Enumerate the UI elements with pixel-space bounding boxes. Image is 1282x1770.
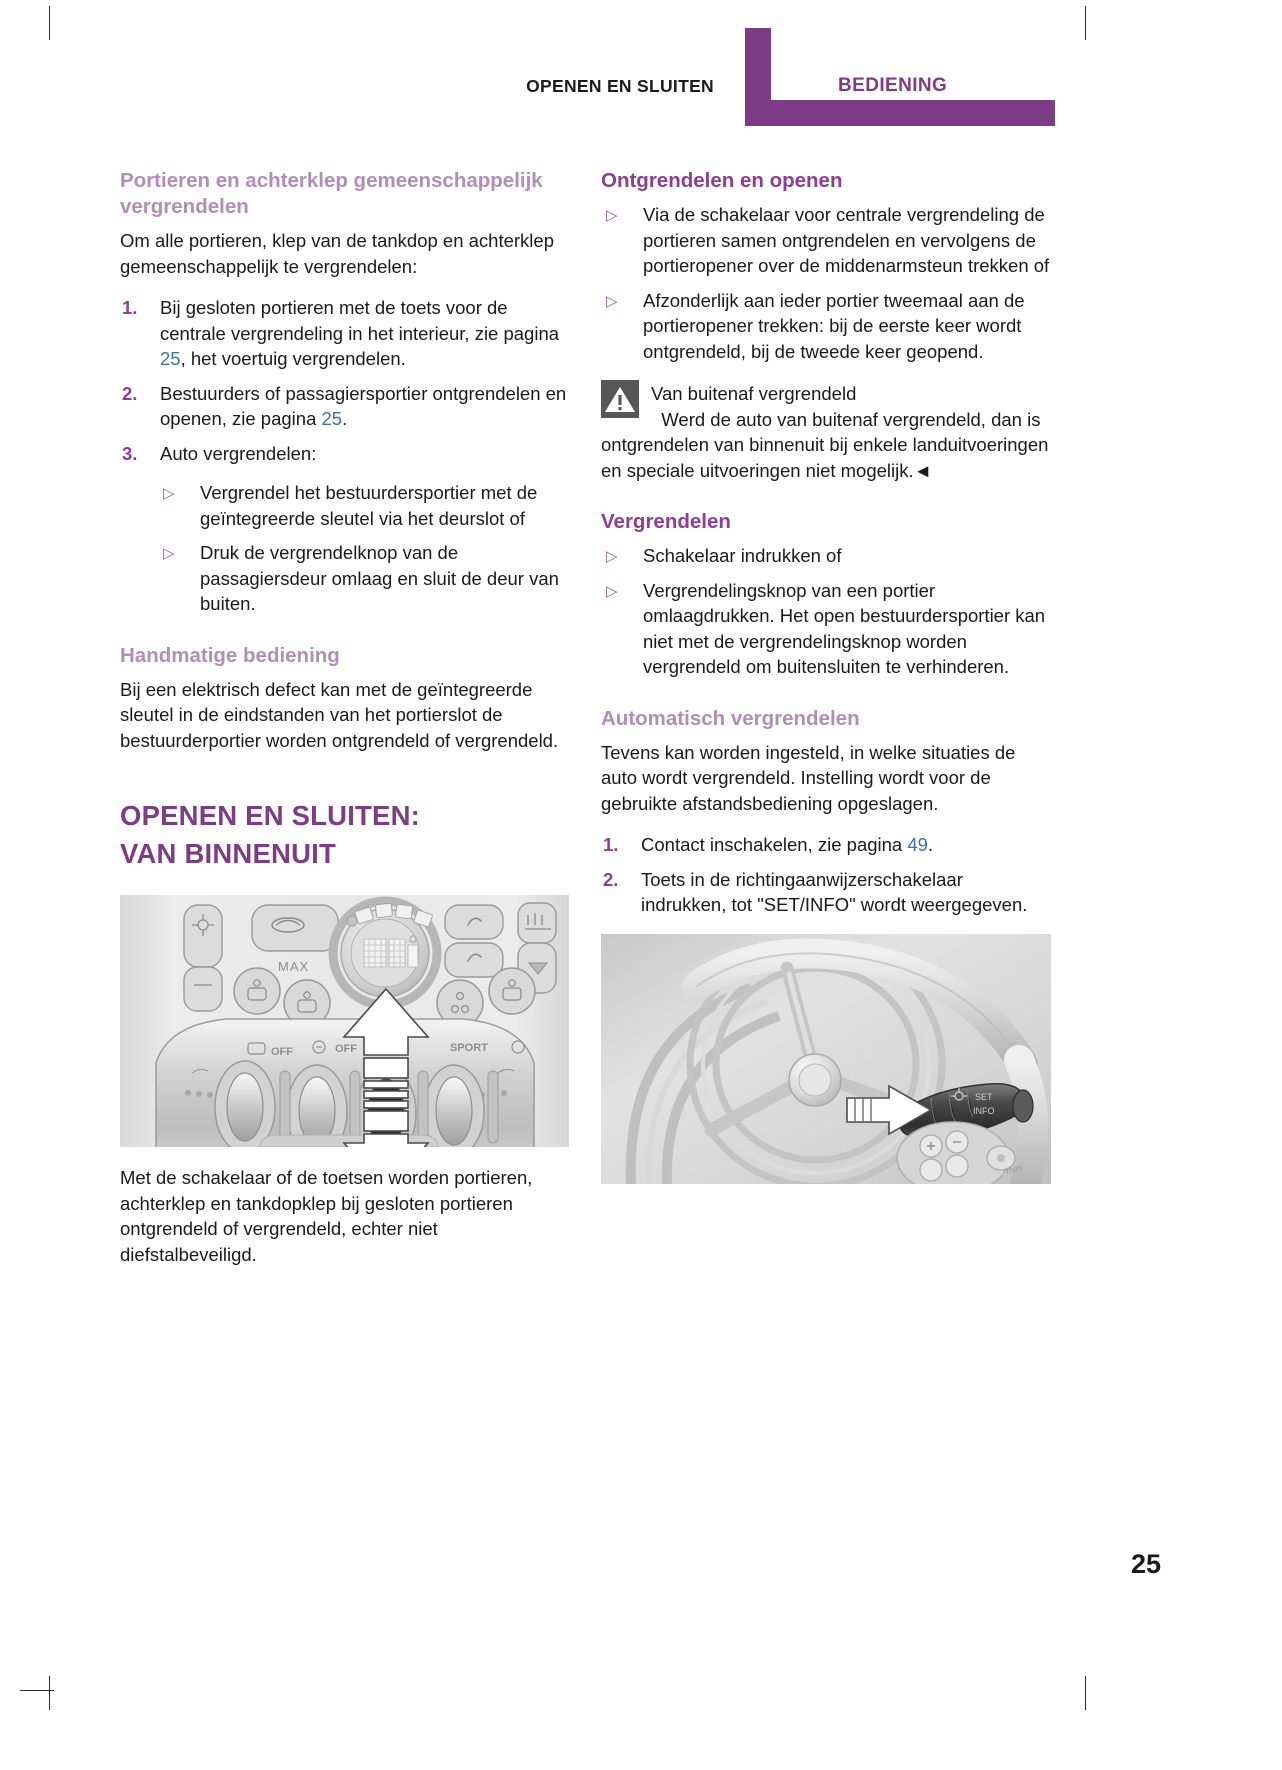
- heading-handmatige-bediening: Handmatige bediening: [120, 643, 340, 667]
- step-text: Auto vergrendelen:: [160, 442, 317, 464]
- svg-text:INFO: INFO: [973, 1105, 995, 1116]
- crop-mark-left-edge: [20, 1690, 54, 1691]
- svg-text:mini: mini: [1005, 1161, 1024, 1176]
- heading-ontgrendelen-openen: Ontgrendelen en openen: [601, 169, 843, 192]
- svg-text:OFF: OFF: [271, 1046, 293, 1058]
- ontgrendelen-bullet-list: [601, 202, 1053, 364]
- locking-steps-list: [120, 295, 572, 466]
- list-item: [601, 543, 1053, 569]
- warning-block: [601, 378, 1053, 483]
- list-item: [158, 480, 572, 531]
- list-marker: 3.: [122, 442, 138, 464]
- automatisch-vergrendelen-paragraph: Tevens kan worden ingesteld, in welke situaties de auto wordt vergrendeld. Instelling wordt voor de gebruikte afstandsbediening opgeslagen.: [601, 741, 1016, 814]
- triangle-bullet-icon: ▷: [163, 545, 175, 562]
- page-number: 25: [1130, 1549, 1161, 1579]
- list-item: [120, 441, 572, 467]
- figure-1-caption: Met de schakelaar of de toetsen worden portieren, achterklep en tankdopklep bij gesloten portieren ontgrendeld of vergrendeld, echter niet diefstalbeveiligd.: [120, 1167, 533, 1265]
- warning-end-marker: ◄: [913, 459, 932, 481]
- svg-text:SET: SET: [975, 1091, 993, 1102]
- intro-paragraph: Om alle portieren, klep van de tankdop en achterklep gemeenschappelijk te vergrendelen:: [120, 230, 554, 277]
- steering-wheel-illustration: [601, 934, 1051, 1184]
- triangle-bullet-icon: ▷: [163, 485, 175, 502]
- svg-text:OFF: OFF: [335, 1043, 357, 1055]
- page-title-line1: OPENEN EN SLUITEN:: [120, 800, 421, 831]
- header-chapter-label: BEDIENING: [838, 75, 948, 96]
- automatisch-steps-list: [601, 832, 1053, 918]
- heading-portieren-achterklep: Portieren en achterklep gemeenschappelijk vergrendelen: [120, 169, 543, 218]
- header-bracket-horizontal: [745, 100, 1055, 126]
- vergrendelen-bullet-list: [601, 543, 1053, 680]
- crop-mark-bottom-left: [49, 1676, 50, 1710]
- list-item: [601, 867, 1053, 918]
- figure-steering-wheel: [601, 934, 1051, 1184]
- triangle-bullet-icon: ▷: [606, 292, 618, 310]
- triangle-bullet-icon: ▷: [606, 207, 618, 224]
- warning-body-text: Werd de auto van buitenaf vergrendeld, dan is ontgrendelen van binnenuit bij enkele landuitvoeringen en speciale uitvoeringen niet mogelijk.: [601, 408, 1049, 481]
- step-text: Toets in de richtingaanwijzerschakelaar indrukken, tot "SET/INFO" wordt weergegeven.: [641, 868, 1028, 915]
- page-title-line2: VAN BINNENUIT: [120, 838, 336, 869]
- left-column: [120, 168, 572, 1267]
- list-marker: 2.: [603, 868, 619, 890]
- page-title: [120, 797, 572, 873]
- center-console-illustration: [120, 895, 569, 1147]
- triangle-bullet-icon: ▷: [606, 582, 618, 600]
- triangle-bullet-icon: ▷: [606, 548, 618, 565]
- list-item: [601, 578, 1053, 680]
- list-marker: 1.: [122, 297, 138, 318]
- step-text: Contact inschakelen, zie pagina: [641, 834, 908, 855]
- sublist-text: Vergrendel het bestuurdersportier met de geïntegreerde sleutel via het deurslot of: [200, 482, 538, 529]
- list-item: [158, 540, 572, 617]
- svg-text:MAX: MAX: [278, 959, 310, 974]
- step-text-tail: , het voertuig vergrendelen.: [180, 348, 406, 369]
- step-text: Bestuurders of passagiersportier ontgrendelen en openen, zie pagina: [160, 382, 567, 429]
- page-reference-link[interactable]: 49: [907, 834, 928, 855]
- list-item: [601, 202, 1053, 279]
- list-marker: 1.: [603, 834, 619, 855]
- warning-triangle-icon: [601, 380, 639, 418]
- step-text-tail: .: [342, 408, 348, 429]
- bullet-text: Afzonderlijk aan ieder portier tweemaal aan de portieropener trekken: bij de eerste keer wordt ontgrendeld, bij de tweede keer geopend.: [643, 289, 1025, 362]
- warning-title: Van buitenaf vergrendeld: [651, 383, 857, 404]
- step-text-tail: .: [927, 834, 934, 855]
- bullet-text: Vergrendelingsknop van een portier omlaagdrukken. Het open bestuurdersportier kan niet met de vergrendelingsknop worden vergrendeld om buitensluiten te verhinderen.: [643, 579, 1046, 677]
- handmatige-bediening-paragraph: Bij een elektrisch defect kan met de geïntegreerde sleutel in de eindstanden van het portierslot de bestuurderportier worden ontgrendeld of vergrendeld.: [120, 678, 559, 751]
- warning-body: [601, 407, 1053, 484]
- right-column: [601, 168, 1053, 1184]
- figure-center-console: [120, 895, 569, 1147]
- bullet-text: Via de schakelaar voor centrale vergrendeling de portieren samen ontgrendelen en vervolgens de portieropener over de middenarmsteun trekken of: [643, 204, 1050, 276]
- page-reference-link[interactable]: 25: [321, 408, 343, 429]
- page-header: [0, 0, 1282, 160]
- header-section-label: OPENEN EN SLUITEN: [526, 76, 714, 96]
- list-item: [601, 832, 1053, 858]
- list-marker: 2.: [122, 382, 138, 404]
- step-text: Bij gesloten portieren met de toets voor de centrale vergrendeling in het interieur, zie pagina: [160, 297, 560, 344]
- list-item: [601, 288, 1053, 365]
- sublist-text: Druk de vergrendelknop van de passagiersdeur omlaag en sluit de deur van buiten.: [200, 542, 559, 614]
- list-item: [120, 295, 572, 372]
- svg-text:SPORT: SPORT: [450, 1042, 488, 1054]
- page-reference-link[interactable]: 25: [160, 348, 181, 369]
- auto-vergrendelen-sublist: [158, 480, 572, 617]
- heading-vergrendelen: Vergrendelen: [601, 510, 731, 533]
- heading-automatisch-vergrendelen: Automatisch vergrendelen: [601, 706, 860, 730]
- crop-mark-bottom-right: [1085, 1676, 1086, 1710]
- bullet-text: Schakelaar indrukken of: [643, 545, 842, 566]
- list-item: [120, 381, 572, 432]
